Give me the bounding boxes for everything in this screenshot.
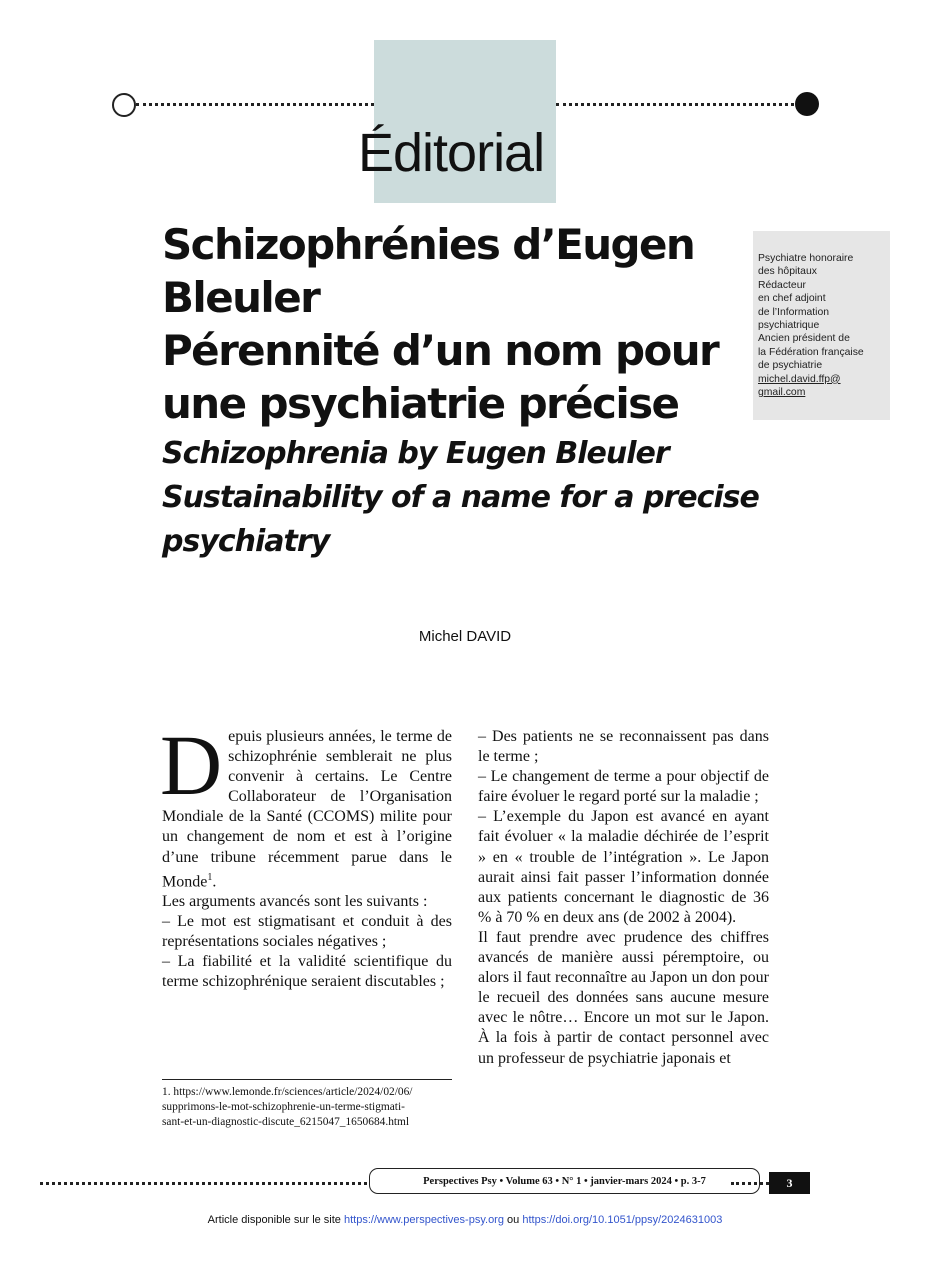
drop-cap: D	[160, 717, 223, 813]
affiliation-line: des hôpitaux	[758, 266, 817, 278]
doi-link[interactable]: https://doi.org/10.1051/ppsy/2024631003	[522, 1214, 723, 1226]
body-paragraph: Il faut prendre avec prudence des chiffres avancés de manière aussi péremptoire, ou alors il faut reconnaître au Japon un don pour le recueil des données sans aucune mesure avec le nôtre… Encore un mot sur le Japon. À la fois à partir de contact personnel avec un professeur de psychiatrie japonais et	[478, 928, 769, 1067]
footnote-ref[interactable]: 1	[207, 871, 213, 883]
footnote-number: 1.	[162, 1086, 171, 1098]
page-number: 3	[769, 1172, 810, 1194]
title-en-line: Sustainability of a name for a precise	[162, 480, 759, 515]
title-en-line: psychiatry	[162, 524, 330, 559]
footnote	[162, 1085, 454, 1130]
title-en-line: Schizophrenia by Eugen Bleuler	[162, 436, 669, 471]
paragraph-end: .	[212, 872, 217, 890]
footer-dotted-rule-right	[731, 1182, 769, 1185]
body-column-right	[478, 727, 769, 1069]
author-email-link[interactable]	[758, 373, 890, 400]
author-name: Michel DAVID	[418, 628, 512, 645]
section-label: Éditorial	[358, 123, 545, 183]
footer-dotted-rule-left	[40, 1182, 367, 1185]
title-fr-line: Schizophrénies d’Eugen	[162, 220, 695, 269]
title-fr-line: Pérennité d’un nom pour	[162, 326, 719, 375]
email-line: michel.david.ffp@	[758, 373, 841, 385]
body-paragraph: – L’exemple du Japon est avancé en ayant fait évoluer « la maladie déchirée de l’esprit » en « trouble de l’intégration ». Le Japon aurait ainsi fait passer l’information donnée aux patients concernant le diagnostic de 36 % à 70 % en deux ans (de 2002 à 2004).	[478, 808, 769, 926]
body-paragraph: – La fiabilité et la validité scientifique du terme schizophrénique seraient discutables ;	[162, 953, 452, 991]
header-dotted-rule-right	[556, 103, 794, 106]
availability-prefix: Article disponible sur le site	[207, 1214, 341, 1226]
header-filled-circle-icon	[795, 92, 819, 116]
footnote-url-line[interactable]: sant-et-un-diagnostic-discute_6215047_1650684.html	[162, 1116, 410, 1128]
affiliation-line: Ancien président de	[758, 333, 850, 345]
author-affiliation-box	[753, 231, 890, 420]
availability-middle: ou	[507, 1214, 520, 1226]
body-paragraph: – Le changement de terme a pour objectif de faire évoluer le regard porté sur la maladie ;	[478, 768, 769, 806]
footnote-url-line[interactable]: supprimons-le-mot-schizophrenie-un-terme-stigmati-	[162, 1101, 405, 1113]
affiliation-line: de psychiatrie	[758, 360, 823, 372]
header-dotted-rule-left	[136, 103, 374, 106]
header-open-circle-icon	[112, 93, 136, 117]
title-english	[162, 432, 762, 564]
affiliation-line: la Fédération française	[758, 346, 864, 358]
affiliation-line: en chef adjoint	[758, 293, 826, 305]
title-fr-line: Bleuler	[162, 273, 320, 322]
journal-citation: Perspectives Psy • Volume 63 • N° 1 • janvier-mars 2024 • p. 3-7	[369, 1168, 760, 1194]
body-paragraph	[160, 717, 452, 892]
footnote-url-line[interactable]: https://www.lemonde.fr/sciences/article/2024/02/06/	[173, 1086, 413, 1098]
affiliation-line: de l’Information	[758, 306, 830, 318]
journal-site-link[interactable]: https://www.perspectives-psy.org	[344, 1214, 504, 1226]
affiliation-line: Rédacteur	[758, 279, 806, 291]
title-fr-line: une psychiatrie précise	[162, 379, 679, 428]
affiliation-line: psychiatrique	[758, 320, 820, 332]
body-column-left	[160, 717, 452, 993]
title-french	[162, 218, 762, 430]
footnote-divider	[162, 1079, 452, 1080]
body-paragraph: Les arguments avancés sont les suivants :	[162, 893, 428, 911]
body-paragraph: – Des patients ne se reconnaissent pas dans le terme ;	[478, 728, 769, 766]
availability-notice	[0, 1214, 930, 1226]
paragraph-text: epuis plusieurs années, le terme de schizophrénie semblerait ne plus convenir à certains. Le Centre Collaborateur de l’Organisation Mondiale de la Santé (CCOMS) milite pour un changement de nom et est à l’origine d’une tribune récemment parue dans le Monde	[162, 728, 452, 890]
affiliation-line: Psychiatre honoraire	[758, 253, 854, 264]
email-line: gmail.com	[758, 387, 806, 399]
body-paragraph: – Le mot est stigmatisant et conduit à des représentations sociales négatives ;	[162, 913, 452, 951]
